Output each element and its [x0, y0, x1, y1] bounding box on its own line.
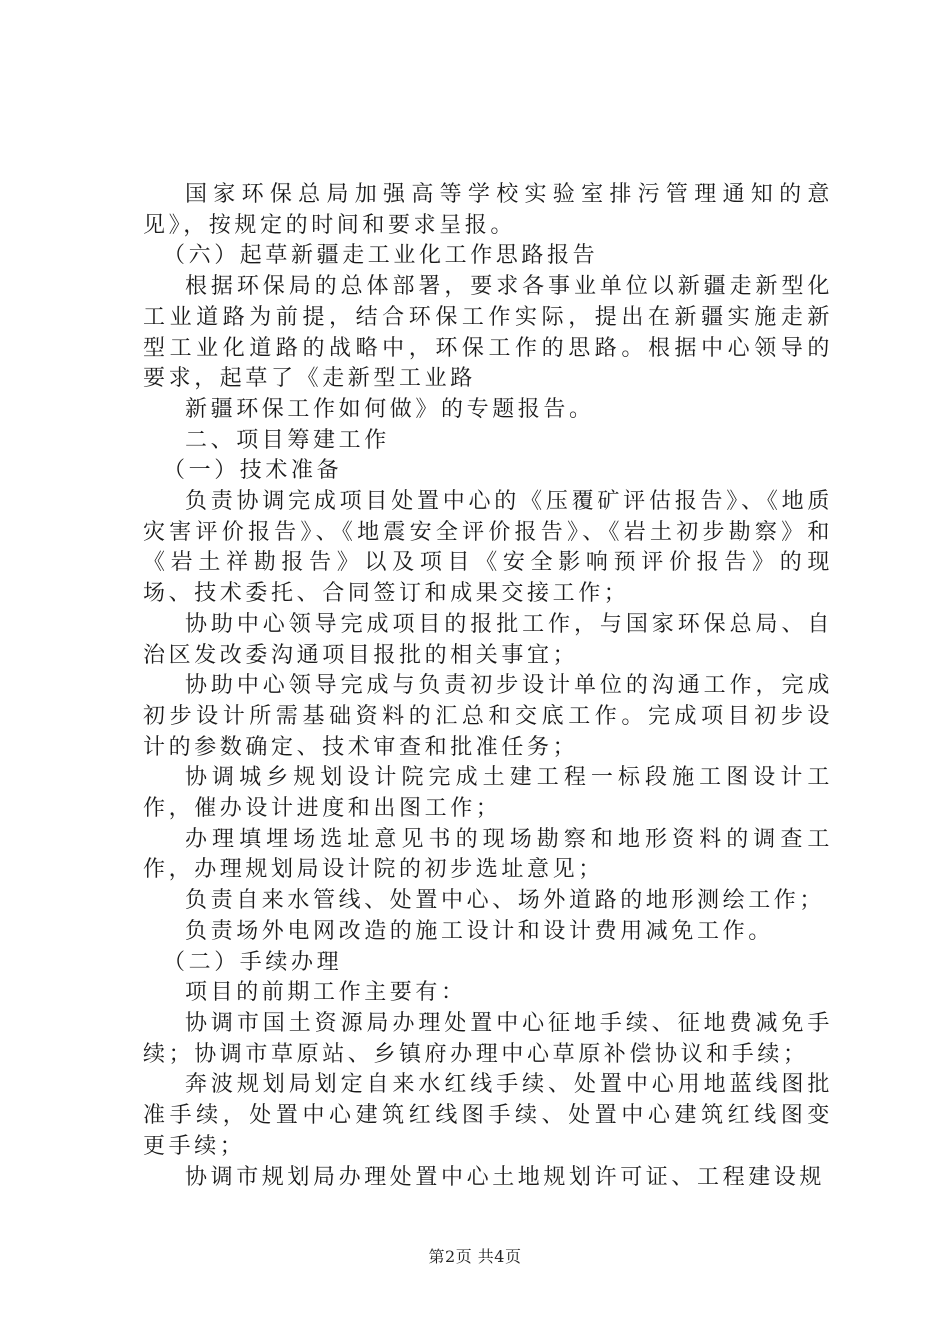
- paragraph: 协调市国土资源局办理处置中心征地手续、征地费减免手续；协调市草原站、乡镇府办理中心草原补偿协议和手续；: [143, 1010, 833, 1067]
- paragraph: 项目的前期工作主要有：: [185, 980, 467, 1006]
- section-heading: （一）技术准备: [163, 458, 343, 484]
- paragraph: 协调城乡规划设计院完成土建工程一标段施工图设计工作，催办设计进度和出图工作；: [143, 765, 833, 822]
- paragraph: 根据环保局的总体部署，要求各事业单位以新疆走新型化工业道路为前提，结合环保工作实际，提出在新疆实施走新型工业化道路的战略中，环保工作的思路。根据中心领导的要求，起草了《走新型工业路: [143, 274, 833, 392]
- document-body: [143, 180, 833, 1193]
- page-number-footer: 第2页 共4页: [428, 1247, 522, 1266]
- paragraph: 奔波规划局划定自来水红线手续、处置中心用地蓝线图批准手续，处置中心建筑红线图手续、处置中心建筑红线图变更手续；: [143, 1072, 833, 1159]
- paragraph: 协调市规划局办理处置中心土地规划许可证、工程建设规: [185, 1164, 826, 1190]
- paragraph: 负责自来水管线、处置中心、场外道路的地形测绘工作；: [185, 888, 826, 914]
- paragraph: 国家环保总局加强高等学校实验室排污管理通知的意见》，按规定的时间和要求呈报。: [143, 182, 833, 238]
- section-heading: （六）起草新疆走工业化工作思路报告: [163, 243, 599, 269]
- paragraph: 负责协调完成项目处置中心的《压覆矿评估报告》、《地质灾害评价报告》、《地震安全评价报告》、《岩土初步勘察》和《岩土祥勘报告》以及项目《安全影响预评价报告》的现场、技术委托、合同签订和成果交接工作；: [143, 489, 833, 607]
- paragraph: 新疆环保工作如何做》的专题报告。: [185, 396, 595, 422]
- paragraph: 协助中心领导完成项目的报批工作，与国家环保总局、自治区发改委沟通项目报批的相关事宜；: [143, 611, 833, 668]
- section-heading: （二）手续办理: [163, 949, 343, 975]
- paragraph: 协助中心领导完成与负责初步设计单位的沟通工作，完成初步设计所需基础资料的汇总和交底工作。完成项目初步设计的参数确定、技术审查和批准任务；: [143, 673, 833, 760]
- paragraph: 负责场外电网改造的施工设计和设计费用减免工作。: [185, 918, 774, 944]
- paragraph: 办理填埋场选址意见书的现场勘察和地形资料的调查工作，办理规划局设计院的初步选址意见；: [143, 826, 833, 883]
- section-title: 二、项目筹建工作: [185, 427, 390, 453]
